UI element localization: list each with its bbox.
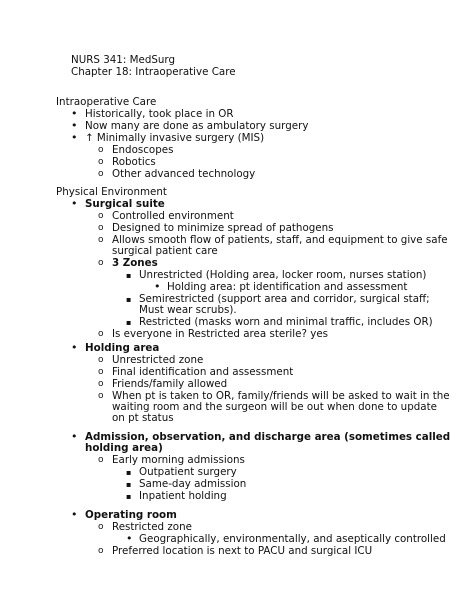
bullet-circle: o [98,355,104,365]
bullet-circle: o [98,367,104,377]
list-item-continuation: Must wear scrubs). [139,304,237,316]
list-item: Unrestricted (Holding area, locker room, nurses station) [139,269,427,281]
bullet-square: ▪ [126,295,132,304]
bullet-square: ▪ [126,468,132,477]
bullet-square: ▪ [126,318,132,327]
bullet-circle: o [98,379,104,389]
list-item: When pt is taken to OR, family/friends will be asked to wait in the [112,390,450,402]
bullet-disc: • [71,341,78,354]
zones-heading: 3 Zones [112,257,158,269]
list-item: Restricted (masks worn and minimal traffic, includes OR) [139,316,433,328]
list-item: Endoscopes [112,144,174,156]
bullet-disc: • [71,131,78,144]
bullet-square: ▪ [126,480,132,489]
list-item-continuation: waiting room and the surgeon will be out when done to update [112,401,437,413]
bullet-disc: • [71,107,78,120]
list-item: Allows smooth flow of patients, staff, and equipment to give safe [112,234,448,246]
bullet-circle: o [98,145,104,155]
section-heading-intraop: Intraoperative Care [56,96,157,108]
bullet-disc: • [154,280,161,293]
admission-area-heading-continuation: holding area) [85,442,163,454]
list-item: Inpatient holding [139,490,227,502]
bullet-circle: o [98,329,104,339]
list-item: Historically, took place in OR [85,108,234,120]
list-item: Friends/family allowed [112,378,228,390]
list-item-continuation: on pt status [112,412,174,424]
list-item: Preferred location is next to PACU and surgical ICU [112,545,373,557]
list-item: Now many are done as ambulatory surgery [85,120,309,132]
list-item: Semirestricted (support area and corridor, surgical staff; [139,293,430,305]
bullet-circle: o [98,235,104,245]
operating-room-heading: Operating room [85,509,177,521]
list-item: Robotics [112,156,156,168]
list-item: Early morning admissions [112,454,245,466]
bullet-circle: o [98,522,104,532]
list-item: Same-day admission [139,478,247,490]
bullet-circle: o [98,455,104,465]
bullet-disc: • [71,430,78,443]
bullet-disc: • [71,508,78,521]
list-item: Geographically, environmentally, and aseptically controlled [139,533,446,545]
bullet-circle: o [98,258,104,268]
list-item-continuation: surgical patient care [112,245,218,257]
admission-area-heading: Admission, observation, and discharge area (sometimes called [85,431,451,443]
bullet-circle: o [98,211,104,221]
list-item: Unrestricted zone [112,354,204,366]
bullet-circle: o [98,169,104,179]
bullet-square: ▪ [126,492,132,501]
list-item: Designed to minimize spread of pathogens [112,222,334,234]
section-heading-physical: Physical Environment [56,186,167,198]
bullet-circle: o [98,157,104,167]
bullet-square: ▪ [126,271,132,280]
bullet-circle: o [98,391,104,401]
surgical-suite-heading: Surgical suite [85,198,165,210]
bullet-disc: • [71,119,78,132]
list-item: ↑ Minimally invasive surgery (MIS) [85,132,265,144]
list-item: Other advanced technology [112,168,256,180]
bullet-disc: • [126,532,133,545]
bullet-disc: • [71,197,78,210]
course-title: NURS 341: MedSurg [71,54,176,66]
chapter-title: Chapter 18: Intraoperative Care [71,66,236,78]
list-item: Outpatient surgery [139,466,237,478]
list-item: Is everyone in Restricted area sterile? yes [112,328,329,340]
list-item: Controlled environment [112,210,234,222]
list-item: Restricted zone [112,521,192,533]
bullet-circle: o [98,223,104,233]
bullet-circle: o [98,546,104,556]
list-item: Final identification and assessment [112,366,294,378]
holding-area-heading: Holding area [85,342,160,354]
list-item: Holding area: pt identification and assessment [167,281,408,293]
